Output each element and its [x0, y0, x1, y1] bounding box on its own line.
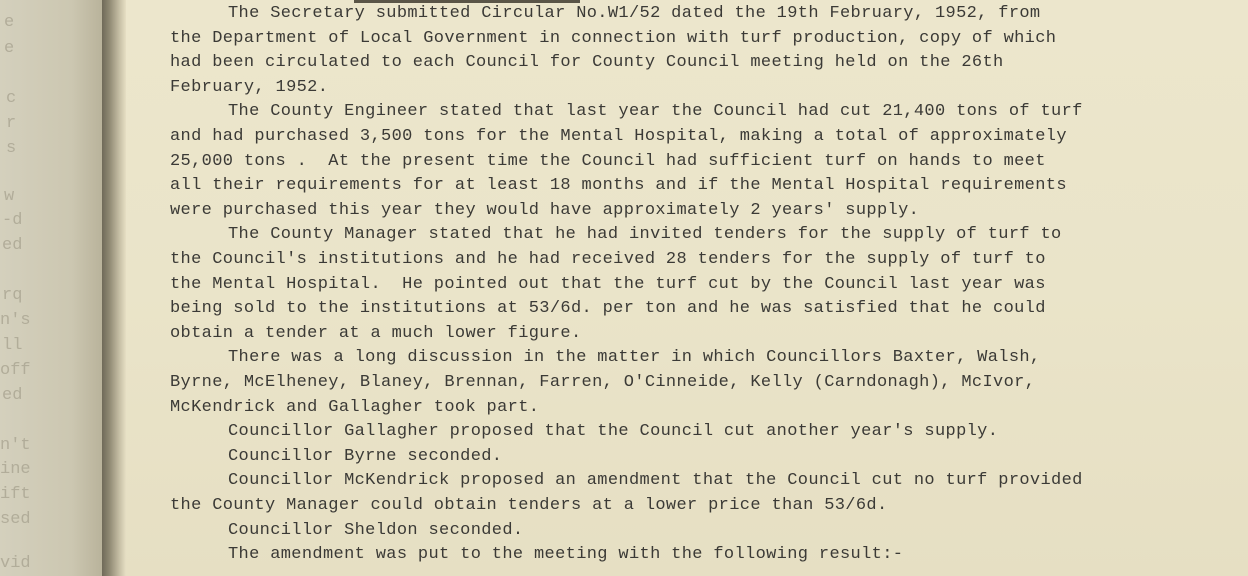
- paragraph-first-line: Councillor Gallagher proposed that the Council cut another year's supply.: [228, 422, 999, 442]
- margin-fragment: ed: [2, 236, 23, 255]
- text-line: the Council's institutions and he had received 28 tenders for the supply of turf to: [170, 250, 1046, 269]
- margin-fragment: -d: [2, 211, 23, 230]
- paragraph-first-line: The County Engineer stated that last year the Council had cut 21,400 tons of turf: [228, 102, 1083, 122]
- margin-fragment: ift: [0, 485, 31, 504]
- margin-fragment: r: [6, 114, 17, 133]
- margin-fragment: n's: [0, 311, 31, 330]
- margin-fragment: n't: [0, 436, 31, 455]
- margin-fragment: ll: [2, 336, 23, 355]
- text-line: McKendrick and Gallagher took part.: [170, 397, 540, 417]
- margin-fragment: e: [4, 13, 15, 32]
- text-line: February, 1952.: [170, 77, 329, 97]
- text-line: and had purchased 3,500 tons for the Mental Hospital, making a total of approximately: [170, 127, 1067, 146]
- text-line: had been circulated to each Council for County Council meeting held on the 26th: [170, 53, 1004, 73]
- margin-fragment: e: [4, 39, 15, 58]
- text-line: obtain a tender at a much lower figure.: [170, 323, 582, 343]
- text-line: 25,000 tons . At the present time the Council had sufficient turf on hands to meet: [170, 151, 1046, 171]
- margin-fragment: c: [6, 89, 17, 108]
- paragraph-first-line: Councillor Byrne seconded.: [228, 446, 503, 466]
- paragraph-first-line: There was a long discussion in the matter in which Councillors Baxter, Walsh,: [228, 348, 1041, 368]
- document-page: [126, 0, 1248, 576]
- margin-fragment: rq: [2, 286, 23, 305]
- binding-gutter: [102, 0, 126, 576]
- paragraph-first-line: The Secretary submitted Circular No.W1/52 dated the 19th February, 1952, from: [228, 4, 1041, 23]
- margin-fragment: ine: [0, 460, 31, 479]
- text-line: were purchased this year they would have approximately 2 years' supply.: [170, 200, 920, 220]
- paragraph-first-line: Councillor Sheldon seconded.: [228, 520, 524, 540]
- paragraph-first-line: The amendment was put to the meeting with the following result:-: [228, 545, 904, 565]
- paragraph-first-line: Councillor McKendrick proposed an amendment that the Council cut no turf provided: [228, 471, 1083, 491]
- text-line: the Mental Hospital. He pointed out that the turf cut by the Council last year was: [170, 274, 1046, 294]
- margin-fragment: off: [0, 361, 31, 380]
- text-line: all their requirements for at least 18 months and if the Mental Hospital requirements: [170, 176, 1067, 196]
- paragraph-first-line: The County Manager stated that he had invited tenders for the supply of turf to: [228, 225, 1062, 245]
- margin-fragment: ed: [2, 386, 23, 405]
- margin-fragment: s: [6, 139, 17, 158]
- text-line: Byrne, McElheney, Blaney, Brennan, Farren, O'Cinneide, Kelly (Carndonagh), McIvor,: [170, 373, 1036, 392]
- text-line: the County Manager could obtain tenders at a lower price than 53/6d.: [170, 496, 888, 515]
- margin-fragment: w: [4, 187, 15, 206]
- text-line: the Department of Local Government in connection with turf production, copy of which: [170, 28, 1057, 48]
- previous-page-margin: [0, 0, 102, 576]
- margin-fragment: vid: [0, 554, 31, 573]
- margin-fragment: sed: [0, 510, 31, 529]
- text-line: being sold to the institutions at 53/6d. per ton and he was satisfied that he could: [170, 299, 1046, 319]
